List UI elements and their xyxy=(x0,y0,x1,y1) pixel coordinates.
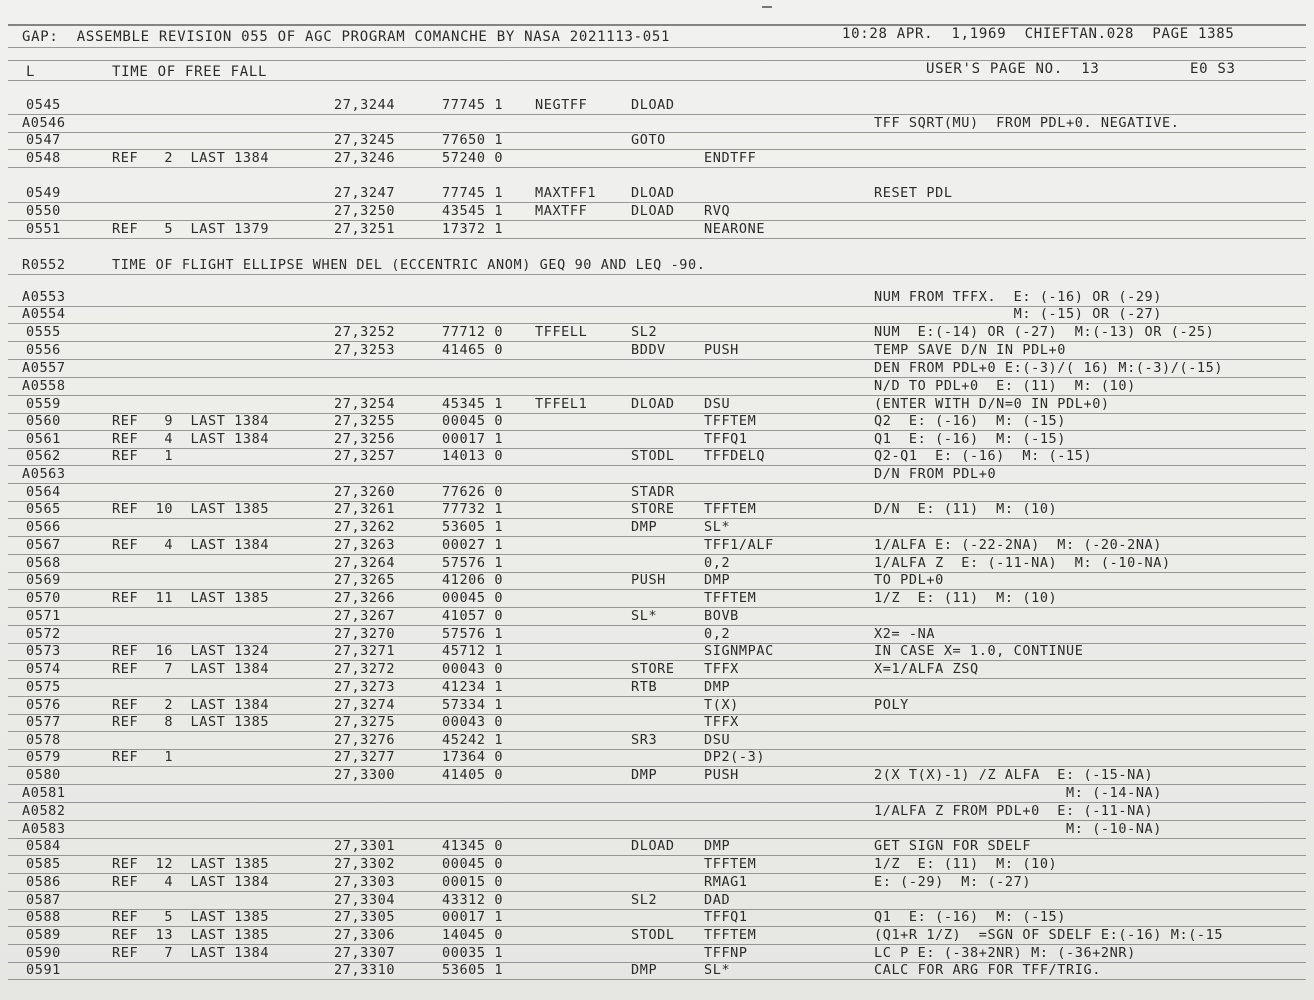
line-word: 43312 0 xyxy=(442,892,504,908)
line-operand: RMAG1 xyxy=(704,874,748,890)
line-comment: (ENTER WITH D/N=0 IN PDL+0) xyxy=(874,396,1110,412)
line-operand: TFFTEM xyxy=(704,590,757,606)
line-operand: TFFTEM xyxy=(704,856,757,872)
line-num: 0561 xyxy=(26,431,61,447)
line-addr: 27,3252 xyxy=(334,324,396,340)
line-word: 57240 0 xyxy=(442,150,504,166)
line-comment: 1/Z E: (11) M: (10) xyxy=(874,590,1058,606)
line-word: 00043 0 xyxy=(442,714,504,730)
line-comment: IN CASE X= 1.0, CONTINUE xyxy=(874,643,1084,659)
line-operand: TFFQ1 xyxy=(704,909,748,925)
line-addr: 27,3244 xyxy=(334,97,396,113)
line-op: DLOAD xyxy=(631,185,675,201)
line-num: 0584 xyxy=(26,838,61,854)
line-op: DLOAD xyxy=(631,838,675,854)
line-num: 0549 xyxy=(26,185,61,201)
line-word: 77745 1 xyxy=(442,185,504,201)
line-addr: 27,3277 xyxy=(334,749,396,765)
users-page-number: USER'S PAGE NO. 13 xyxy=(926,61,1100,77)
line-op: DMP xyxy=(631,767,658,783)
section-title: TIME OF FREE FALL xyxy=(112,64,268,80)
line-word: 41465 0 xyxy=(442,342,504,358)
line-addr: 27,3266 xyxy=(334,590,396,606)
line-addr: 27,3306 xyxy=(334,927,396,943)
line-ref: REF 5 LAST 1379 xyxy=(112,221,270,237)
line-addr: 27,3302 xyxy=(334,856,396,872)
line-comment: N/D TO PDL+0 E: (11) M: (10) xyxy=(874,378,1136,394)
line-word: 00043 0 xyxy=(442,661,504,677)
line-addr: 27,3262 xyxy=(334,519,396,535)
line-addr: 27,3307 xyxy=(334,945,396,961)
line-addr: 27,3257 xyxy=(334,448,396,464)
line-num: A0553 xyxy=(22,289,66,305)
line-word: 00045 0 xyxy=(442,590,504,606)
line-comment: X=1/ALFA ZSQ xyxy=(874,661,979,677)
line-comment: 1/ALFA Z FROM PDL+0 E: (-11-NA) xyxy=(874,803,1154,819)
line-addr: 27,3276 xyxy=(334,732,396,748)
line-comment: DEN FROM PDL+0 E:(-3)/( 16) M:(-3)/(-15) xyxy=(874,360,1224,376)
line-operand: DSU xyxy=(704,396,731,412)
line-comment: Q1 E: (-16) M: (-15) xyxy=(874,909,1067,925)
line-word: 43545 1 xyxy=(442,203,504,219)
line-op: DLOAD xyxy=(631,203,675,219)
line-word: 77650 1 xyxy=(442,132,504,148)
line-num: 0548 xyxy=(26,150,61,166)
line-comment: (Q1+R 1/Z) =SGN OF SDELF E:(-16) M:(-15 xyxy=(874,927,1224,943)
line-num: 0578 xyxy=(26,732,61,748)
line-num: A0557 xyxy=(22,360,66,376)
line-rule xyxy=(8,238,1306,239)
line-comment: CALC FOR ARG FOR TFF/TRIG. xyxy=(874,962,1101,978)
line-comment: Q2-Q1 E: (-16) M: (-15) xyxy=(874,448,1093,464)
line-num: 0564 xyxy=(26,484,61,500)
line-op: PUSH xyxy=(631,572,666,588)
line-operand: 0,2 xyxy=(704,626,731,642)
line-operand: TFF1/ALF xyxy=(704,537,774,553)
line-operand: SIGNMPAC xyxy=(704,643,774,659)
line-word: 00035 1 xyxy=(442,945,504,961)
header-rule xyxy=(8,60,1306,61)
line-word: 77712 0 xyxy=(442,324,504,340)
line-num: R0552 xyxy=(22,257,66,273)
line-operand: ENDTFF xyxy=(704,150,757,166)
line-addr: 27,3247 xyxy=(334,185,396,201)
line-op: DLOAD xyxy=(631,396,675,412)
line-num: 0590 xyxy=(26,945,61,961)
line-num: 0568 xyxy=(26,555,61,571)
line-comment: M: (-10-NA) xyxy=(874,821,1163,837)
line-num: 0545 xyxy=(26,97,61,113)
line-comment: NUM FROM TFFX. E: (-16) OR (-29) xyxy=(874,289,1163,305)
line-addr: 27,3305 xyxy=(334,909,396,925)
line-num: A0583 xyxy=(22,821,66,837)
line-operand: 0,2 xyxy=(704,555,731,571)
line-op: SL* xyxy=(631,608,658,624)
line-comment: D/N E: (11) M: (10) xyxy=(874,501,1058,517)
line-word: 57334 1 xyxy=(442,697,504,713)
line-num: 0576 xyxy=(26,697,61,713)
line-ref: REF 12 LAST 1385 xyxy=(112,856,270,872)
line-word: 77732 1 xyxy=(442,501,504,517)
line-num: 0555 xyxy=(26,324,61,340)
line-op: DLOAD xyxy=(631,97,675,113)
line-word: 41057 0 xyxy=(442,608,504,624)
line-num: 0591 xyxy=(26,962,61,978)
line-comment: Q1 E: (-16) M: (-15) xyxy=(874,431,1067,447)
line-operand: DSU xyxy=(704,732,731,748)
line-addr: 27,3304 xyxy=(334,892,396,908)
line-addr: 27,3263 xyxy=(334,537,396,553)
line-operand: TFFDELQ xyxy=(704,448,766,464)
line-op: GOTO xyxy=(631,132,666,148)
line-ref: REF 13 LAST 1385 xyxy=(112,927,270,943)
line-num: 0571 xyxy=(26,608,61,624)
line-op: STODL xyxy=(631,927,675,943)
line-word: 00027 1 xyxy=(442,537,504,553)
line-addr: 27,3260 xyxy=(334,484,396,500)
line-comment: NUM E:(-14) OR (-27) M:(-13) OR (-25) xyxy=(874,324,1215,340)
line-addr: 27,3270 xyxy=(334,626,396,642)
line-comment: POLY xyxy=(874,697,909,713)
header-rule xyxy=(8,80,1306,81)
line-operand: PUSH xyxy=(704,342,739,358)
line-ref: REF 1 xyxy=(112,749,174,765)
line-comment: TEMP SAVE D/N IN PDL+0 xyxy=(874,342,1067,358)
line-op: SL2 xyxy=(631,324,658,340)
line-comment: E: (-29) M: (-27) xyxy=(874,874,1032,890)
line-num: 0586 xyxy=(26,874,61,890)
line-addr: 27,3246 xyxy=(334,150,396,166)
line-ref: REF 2 LAST 1384 xyxy=(112,150,270,166)
line-rule xyxy=(8,749,1306,750)
line-label: MAXTFF xyxy=(535,203,588,219)
line-operand: TFFNP xyxy=(704,945,748,961)
line-word: 17372 1 xyxy=(442,221,504,237)
line-num: A0558 xyxy=(22,378,66,394)
line-ref: REF 4 LAST 1384 xyxy=(112,537,270,553)
line-comment: M: (-14-NA) xyxy=(874,785,1163,801)
line-label: NEGTFF xyxy=(535,97,588,113)
line-num: 0562 xyxy=(26,448,61,464)
line-operand: RVQ xyxy=(704,203,731,219)
line-operand: TFFX xyxy=(704,714,739,730)
line-word: 77745 1 xyxy=(442,97,504,113)
line-ref: REF 9 LAST 1384 xyxy=(112,413,270,429)
line-num: 0588 xyxy=(26,909,61,925)
line-num: A0563 xyxy=(22,466,66,482)
line-ref: REF 10 LAST 1385 xyxy=(112,501,270,517)
line-operand: DMP xyxy=(704,838,731,854)
line-comment: Q2 E: (-16) M: (-15) xyxy=(874,413,1067,429)
line-operand: SL* xyxy=(704,962,731,978)
line-word: 41234 1 xyxy=(442,679,504,695)
line-addr: 27,3303 xyxy=(334,874,396,890)
line-operand: PUSH xyxy=(704,767,739,783)
line-num: A0582 xyxy=(22,803,66,819)
line-ref: REF 2 LAST 1384 xyxy=(112,697,270,713)
assembly-header: GAP: ASSEMBLE REVISION 055 OF AGC PROGRAM COMANCHE BY NASA 2021113-051 xyxy=(22,29,671,45)
line-ref: REF 11 LAST 1385 xyxy=(112,590,270,606)
line-addr: 27,3264 xyxy=(334,555,396,571)
line-word: 00017 1 xyxy=(442,431,504,447)
line-addr: 27,3275 xyxy=(334,714,396,730)
line-num: 0573 xyxy=(26,643,61,659)
timestamp-page: 10:28 APR. 1,1969 CHIEFTAN.028 PAGE 1385 xyxy=(842,26,1235,42)
line-comment: GET SIGN FOR SDELF xyxy=(874,838,1032,854)
line-word: 57576 1 xyxy=(442,626,504,642)
line-addr: 27,3271 xyxy=(334,643,396,659)
line-op: STORE xyxy=(631,501,675,517)
line-operand: TFFQ1 xyxy=(704,431,748,447)
line-num: 0574 xyxy=(26,661,61,677)
line-comment: X2= -NA xyxy=(874,626,936,642)
line-comment: D/N FROM PDL+0 xyxy=(874,466,997,482)
line-addr: 27,3261 xyxy=(334,501,396,517)
line-rule xyxy=(8,625,1306,626)
line-op: RTB xyxy=(631,679,658,695)
line-word: 00015 0 xyxy=(442,874,504,890)
line-operand: DAD xyxy=(704,892,731,908)
line-ref: REF 7 LAST 1384 xyxy=(112,945,270,961)
line-num: 0589 xyxy=(26,927,61,943)
line-ref: TIME OF FLIGHT ELLIPSE WHEN DEL (ECCENTRIC ANOM) GEQ 90 AND LEQ -90. xyxy=(112,257,706,273)
line-num: A0554 xyxy=(22,306,66,322)
line-addr: 27,3250 xyxy=(334,203,396,219)
line-addr: 27,3301 xyxy=(334,838,396,854)
line-addr: 27,3274 xyxy=(334,697,396,713)
line-addr: 27,3251 xyxy=(334,221,396,237)
line-addr: 27,3245 xyxy=(334,132,396,148)
line-addr: 27,3310 xyxy=(334,962,396,978)
line-addr: 27,3254 xyxy=(334,396,396,412)
line-addr: 27,3255 xyxy=(334,413,396,429)
line-comment: LC P E: (-38+2NR) M: (-36+2NR) xyxy=(874,945,1136,961)
line-op: DMP xyxy=(631,519,658,535)
line-word: 14045 0 xyxy=(442,927,504,943)
line-operand: DMP xyxy=(704,679,731,695)
line-ref: REF 16 LAST 1324 xyxy=(112,643,270,659)
line-comment: TFF SQRT(MU) FROM PDL+0. NEGATIVE. xyxy=(874,115,1180,131)
line-ref: REF 1 xyxy=(112,448,174,464)
line-ref: REF 4 LAST 1384 xyxy=(112,874,270,890)
line-word: 77626 0 xyxy=(442,484,504,500)
line-rule xyxy=(8,465,1306,466)
line-num: 0572 xyxy=(26,626,61,642)
line-operand: DMP xyxy=(704,572,731,588)
line-operand: NEARONE xyxy=(704,221,766,237)
line-comment: 1/Z E: (11) M: (10) xyxy=(874,856,1058,872)
line-word: 41206 0 xyxy=(442,572,504,588)
line-num: 0575 xyxy=(26,679,61,695)
line-num: 0560 xyxy=(26,413,61,429)
line-addr: 27,3267 xyxy=(334,608,396,624)
line-addr: 27,3265 xyxy=(334,572,396,588)
line-num: 0569 xyxy=(26,572,61,588)
line-operand: BOVB xyxy=(704,608,739,624)
line-op: SR3 xyxy=(631,732,658,748)
line-op: STORE xyxy=(631,661,675,677)
line-label: TFFELL xyxy=(535,324,588,340)
line-comment: 1/ALFA Z E: (-11-NA) M: (-10-NA) xyxy=(874,555,1171,571)
line-op: STADR xyxy=(631,484,675,500)
line-num: 0570 xyxy=(26,590,61,606)
line-word: 45712 1 xyxy=(442,643,504,659)
line-comment: M: (-15) OR (-27) xyxy=(874,306,1163,322)
line-rule xyxy=(8,274,1306,275)
line-word: 53605 1 xyxy=(442,519,504,535)
margin-tick xyxy=(762,6,772,8)
line-word: 00045 0 xyxy=(442,413,504,429)
line-num: 0587 xyxy=(26,892,61,908)
line-num: 0559 xyxy=(26,396,61,412)
line-ref: REF 5 LAST 1385 xyxy=(112,909,270,925)
line-word: 45242 1 xyxy=(442,732,504,748)
line-word: 57576 1 xyxy=(442,555,504,571)
line-word: 14013 0 xyxy=(442,448,504,464)
line-num: 0547 xyxy=(26,132,61,148)
line-word: 00017 1 xyxy=(442,909,504,925)
line-operand: T(X) xyxy=(704,697,739,713)
line-addr: 27,3300 xyxy=(334,767,396,783)
line-label: MAXTFF1 xyxy=(535,185,597,201)
line-num: 0566 xyxy=(26,519,61,535)
sheet-code: E0 S3 xyxy=(1190,61,1236,77)
line-comment: RESET PDL xyxy=(874,185,953,201)
line-num: A0546 xyxy=(22,115,66,131)
line-num: 0565 xyxy=(26,501,61,517)
line-op: DMP xyxy=(631,962,658,978)
line-num: 0577 xyxy=(26,714,61,730)
line-word: 41405 0 xyxy=(442,767,504,783)
line-op: STODL xyxy=(631,448,675,464)
line-addr: 27,3256 xyxy=(334,431,396,447)
line-word: 45345 1 xyxy=(442,396,504,412)
line-num: 0551 xyxy=(26,221,61,237)
line-operand: TFFTEM xyxy=(704,927,757,943)
line-rule xyxy=(8,979,1306,980)
line-num: 0567 xyxy=(26,537,61,553)
line-operand: TFFTEM xyxy=(704,501,757,517)
line-ref: REF 8 LAST 1385 xyxy=(112,714,270,730)
line-word: 41345 0 xyxy=(442,838,504,854)
line-word: 17364 0 xyxy=(442,749,504,765)
line-num: 0550 xyxy=(26,203,61,219)
line-operand: SL* xyxy=(704,519,731,535)
line-num: 0585 xyxy=(26,856,61,872)
line-word: 00045 0 xyxy=(442,856,504,872)
line-comment: TO PDL+0 xyxy=(874,572,944,588)
line-comment: 1/ALFA E: (-22-2NA) M: (-20-2NA) xyxy=(874,537,1163,553)
line-num: 0579 xyxy=(26,749,61,765)
line-operand: DP2(-3) xyxy=(704,749,766,765)
line-addr: 27,3272 xyxy=(334,661,396,677)
line-ref: REF 7 LAST 1384 xyxy=(112,661,270,677)
line-label: TFFEL1 xyxy=(535,396,588,412)
line-word: 53605 1 xyxy=(442,962,504,978)
line-addr: 27,3253 xyxy=(334,342,396,358)
line-operand: TFFX xyxy=(704,661,739,677)
line-num: 0580 xyxy=(26,767,61,783)
col-l-label: L xyxy=(26,64,36,80)
line-comment: 2(X T(X)-1) /Z ALFA E: (-15-NA) xyxy=(874,767,1154,783)
line-num: 0556 xyxy=(26,342,61,358)
line-ref: REF 4 LAST 1384 xyxy=(112,431,270,447)
line-operand: TFFTEM xyxy=(704,413,757,429)
line-op: BDDV xyxy=(631,342,666,358)
line-rule xyxy=(8,167,1306,168)
line-op: SL2 xyxy=(631,892,658,908)
line-num: A0581 xyxy=(22,785,66,801)
header-rule xyxy=(8,47,1306,48)
line-addr: 27,3273 xyxy=(334,679,396,695)
